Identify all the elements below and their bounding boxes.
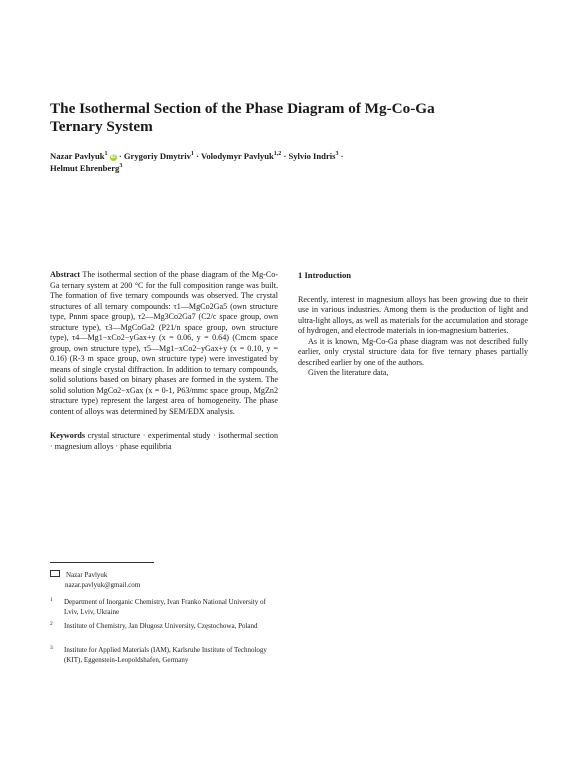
author-name: Nazar Pavlyuk	[50, 151, 105, 161]
contact-email[interactable]: nazar.pavlyuk@gmail.com	[65, 580, 141, 589]
section-heading: 1 Introduction	[298, 270, 352, 280]
author-affiliation-mark: 1	[104, 151, 108, 158]
author-separator: ·	[283, 151, 287, 161]
abstract-text: The isothermal section of the phase diagram of the Mg-Co-Ga ternary system at 200 °C for the full composition range was built. The formation of five ternary compounds was observed. The crystal structures of all ternary compounds: τ1—MgCo2Ga5 (own structure type, Pnnm space group), τ2—Mg3Co2Ga7 (C2/c space group, own structure type), τ3—MgCoGa2 (P21/n space group, own structure type), τ4—Mg1−xCo2−yGax+y (x = 0.06, y = 0.64) (Cmcm space group, own structure type), τ5—Mg1−xCo2−yGax+y (x = 0.10, y = 0.16) (R-3 m space group, own structure type) were investigated by means of single crystal diffraction. In addition to ternary compounds, solid solutions based on binary phases are formed in the system. The solid solution MgCo2−xGax (x = 0-1, P63/mmc space group, MgZn2 structure type) represent the largest area of homogeneity. The phase content of alloys was determined by SEM/EDX analysis.	[50, 270, 278, 416]
intro-paragraph: Given the literature data,	[308, 368, 389, 377]
envelope-icon	[50, 570, 60, 577]
author-name: Grygoriy Dmytriv	[123, 151, 191, 161]
keywords-block	[50, 431, 278, 452]
author-affiliation-mark: 3	[119, 163, 123, 170]
author-name: Volodymyr Pavlyuk	[200, 151, 274, 161]
affiliation-item	[50, 598, 278, 617]
author-separator: ·	[340, 151, 344, 161]
author-name: Helmut Ehrenberg	[50, 163, 120, 173]
affiliation-text: Institute for Applied Materials (IAM), Karlsruhe Institute of Technology (KIT), Eggenstein-Leopoldshafen, Germany	[64, 646, 267, 664]
abstract-label: Abstract	[50, 270, 81, 279]
author-name: Sylvio Indris	[288, 151, 336, 161]
affiliation-number: 3	[50, 645, 53, 651]
author-separator: ·	[196, 151, 199, 161]
footnote-divider	[50, 562, 154, 563]
abstract-block	[50, 270, 278, 417]
affiliation-number: 2	[50, 621, 53, 627]
affiliation-item	[50, 646, 278, 665]
intro-paragraph: Recently, interest in magnesium alloys has been growing due to their use in various industries. Among them is the production of light and ultra-light alloys, as well as materials for the accumulation and storage of hydrogen, and electrode materials in ion-magnesium batteries.	[298, 294, 528, 335]
right-column	[298, 270, 528, 379]
author-affiliation-mark: 3	[335, 151, 339, 158]
paper-title: The Isothermal Section of the Phase Diagram of Mg-Co-Ga Ternary System	[50, 100, 435, 135]
author-affiliation-mark: 1	[190, 151, 194, 158]
keywords-text: crystal structure · experimental study · isothermal section · magnesium alloys · phase equilibria	[50, 431, 278, 451]
affiliation-text: Department of Inorganic Chemistry, Ivan Franko National University of Lviv, Lviv, Ukraine	[64, 598, 266, 616]
intro-paragraph: As it is known, Mg-Co-Ga phase diagram was not described fully earlier, only crystal structure data for five ternary phases partially described earlier by one of the authors.	[298, 336, 528, 367]
author-affiliation-mark: 1,2	[273, 151, 282, 158]
contact-name: Nazar Pavlyuk	[66, 571, 108, 579]
affiliation-text: Institute of Chemistry, Jan Długosz University, Częstochowa, Poland	[64, 622, 258, 630]
affiliation-number: 1	[50, 597, 53, 603]
author-list	[50, 150, 500, 174]
orcid-icon[interactable]: iD	[110, 154, 116, 160]
left-column	[50, 270, 278, 452]
keywords-label: Keywords	[50, 431, 86, 440]
affiliation-item	[50, 622, 278, 632]
corresponding-author	[50, 570, 278, 590]
author-separator: ·	[118, 151, 122, 161]
